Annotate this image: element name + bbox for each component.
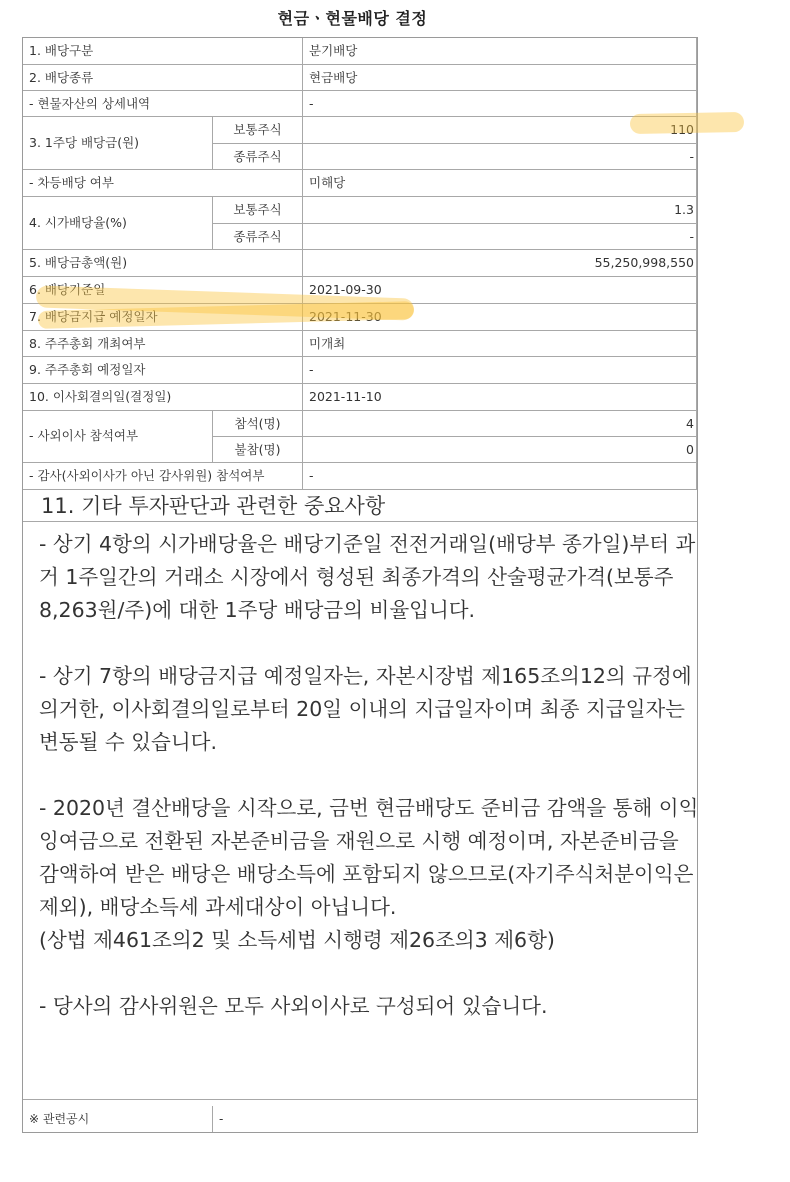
row-value: -: [303, 463, 697, 490]
page-title: 현금ㆍ현물배당 결정: [277, 9, 428, 28]
notes-body: [39, 528, 699, 1023]
sub-label: 종류주식: [213, 144, 303, 170]
note-paragraph: - 2020년 결산배당을 시작으로, 금번 현금배당도 준비금 감액을 통해 이익잉여금으로 전환된 자본준비금을 재원으로 시행 예정이며, 자본준비금을 감액하여 받은 배당은 배당소득에 포함되지 않으므로(자기주식처분이익은 제외), 배당소득세 과세대상이 아닙니다.: [39, 796, 699, 919]
row-label: 7. 배당금지급 예정일자: [23, 304, 303, 331]
row-label: 10. 이사회결의일(결정일): [23, 384, 303, 411]
row-label: - 현물자산의 상세내역: [23, 91, 303, 117]
row-value: 2021-11-30: [303, 304, 697, 331]
row-value: 1.3: [303, 197, 697, 224]
row-value: -: [303, 91, 697, 117]
row-value: -: [303, 357, 697, 384]
row-value: 분기배당: [303, 38, 697, 65]
row-label: 2. 배당종류: [23, 65, 303, 91]
row-value: -: [303, 144, 697, 170]
row-value: 0: [303, 437, 697, 463]
row-label: - 감사(사외이사가 아닌 감사위원) 참석여부: [23, 463, 303, 490]
sub-label: 보통주식: [213, 117, 303, 144]
spacer: [39, 759, 699, 792]
sub-label: 참석(명): [213, 411, 303, 437]
row-value: 미해당: [303, 170, 697, 197]
row-value: 2021-11-10: [303, 384, 697, 411]
row-label: 5. 배당금총액(원): [23, 250, 303, 277]
row-label: 9. 주주총회 예정일자: [23, 357, 303, 384]
row-label: - 사외이사 참석여부: [23, 411, 213, 463]
spacer: [39, 957, 699, 990]
row-label: 3. 1주당 배당금(원): [23, 117, 213, 170]
sub-label: 불참(명): [213, 437, 303, 463]
divider: [23, 521, 697, 522]
note-paragraph: - 상기 7항의 배당금지급 예정일자는, 자본시장법 제165조의12의 규정에 의거한, 이사회결의일로부터 20일 이내의 지급일자이며 최종 지급일자는 변동될 수 있습니다.: [39, 664, 692, 754]
row-label: 4. 시가배당율(%): [23, 197, 213, 250]
dividend-table: [22, 37, 698, 1133]
row-value: -: [303, 224, 697, 250]
spacer: [39, 627, 699, 660]
row-value: 4: [303, 411, 697, 437]
row-label: - 차등배당 여부: [23, 170, 303, 197]
sub-label: 보통주식: [213, 197, 303, 224]
row-value: 미개최: [303, 331, 697, 357]
notes-section: [23, 490, 697, 1100]
row-label: 1. 배당구분: [23, 38, 303, 65]
row-label: 8. 주주총회 개최여부: [23, 331, 303, 357]
row-value: 2021-09-30: [303, 277, 697, 304]
note-paragraph: - 상기 4항의 시가배당율은 배당기준일 전전거래일(배당부 종가일)부터 과거 1주일간의 거래소 시장에서 형성된 최종가격의 산술평균가격(보통주 8,263원/주)에 대한 1주당 배당금의 비율입니다.: [39, 532, 696, 622]
note-paragraph: (상법 제461조의2 및 소득세법 시행령 제26조의3 제6항): [39, 928, 555, 952]
related-disclosure-label: ※ 관련공시: [23, 1106, 213, 1132]
row-value: 110: [303, 117, 697, 144]
notes-heading: 11. 기타 투자판단과 관련한 중요사항: [41, 494, 386, 518]
row-label: 6. 배당기준일: [23, 277, 303, 304]
row-value: 현금배당: [303, 65, 697, 91]
highlight-mark: [630, 112, 744, 134]
related-disclosure-value: -: [219, 1112, 224, 1126]
row-value: 55,250,998,550: [303, 250, 697, 277]
note-paragraph: - 당사의 감사위원은 모두 사외이사로 구성되어 있습니다.: [39, 994, 548, 1018]
sub-label: 종류주식: [213, 224, 303, 250]
